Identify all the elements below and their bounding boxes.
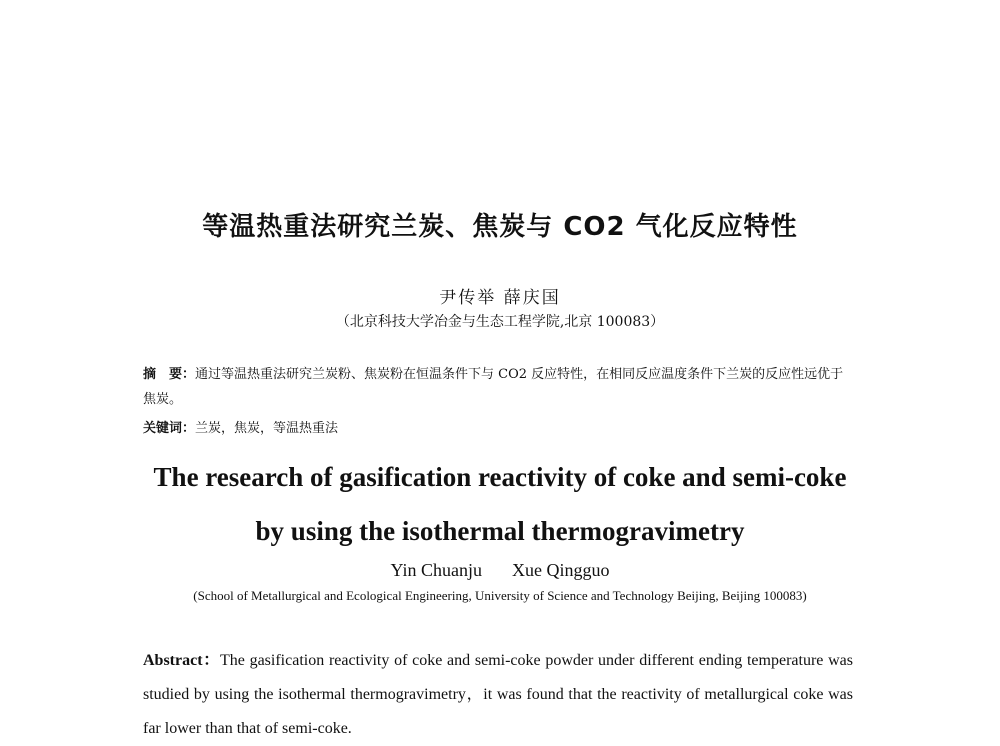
chinese-abstract-text: 通过等温热重法研究兰炭粉、焦炭粉在恒温条件下与 CO2 反应特性，在相同反应温度条件下兰炭的反应性远优于焦炭。: [143, 367, 844, 407]
english-author-1: Yin Chuanju: [390, 560, 482, 580]
chinese-abstract-label: 摘 要：: [143, 367, 196, 382]
chinese-affiliation: （北京科技大学冶金与生态工程学院,北京 100083）: [335, 314, 665, 330]
english-title-line-2: by using the isothermal thermogravimetry: [255, 516, 745, 546]
chinese-title: 等温热重法研究兰炭、焦炭与 CO2 气化反应特性: [202, 212, 798, 242]
english-title-line-1: The research of gasification reactivity of coke and semi-coke: [153, 462, 847, 492]
english-abstract: [143, 644, 853, 746]
chinese-abstract: [143, 362, 853, 412]
english-abstract-label: Abstract：: [143, 652, 220, 669]
english-abstract-text: The gasification reactivity of coke and semi-coke powder under different ending temperature was studied by using the isothermal thermogravimetry，it was found that the reactivity of metallurgical coke was far lower than that of semi-coke.: [143, 652, 853, 737]
english-author-2: Xue Qingguo: [512, 560, 610, 580]
chinese-keywords-label: 关键词：: [143, 421, 196, 436]
chinese-authors: 尹传举 薛庆国: [439, 288, 561, 308]
english-affiliation: (School of Metallurgical and Ecological Engineering, University of Science and Technology Beijing, Beijing 100083): [193, 588, 807, 603]
chinese-keywords-text: 兰炭，焦炭，等温热重法: [195, 421, 339, 436]
chinese-keywords: [143, 417, 853, 436]
english-authors: [0, 560, 1000, 581]
